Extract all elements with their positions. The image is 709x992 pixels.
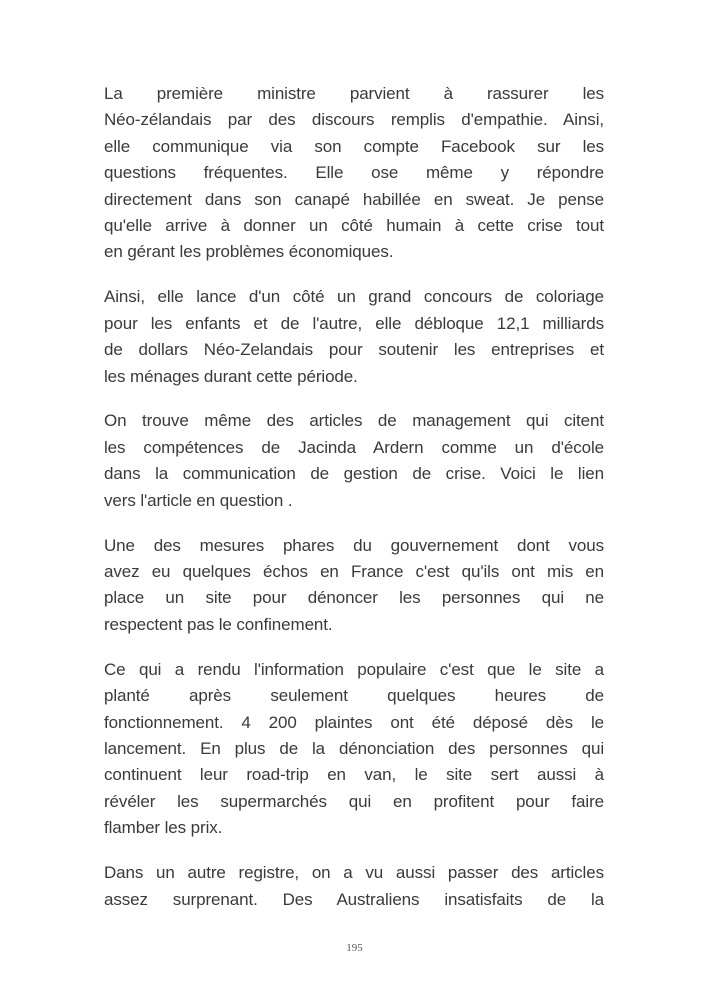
text-line: révéler les supermarchés qui en profitent pour faire xyxy=(104,791,604,811)
text-line: fonctionnement. 4 200 plaintes ont été déposé dès le xyxy=(104,712,604,732)
text-line: dans la communication de gestion de crise. Voici le lien xyxy=(104,464,604,484)
paragraph xyxy=(104,657,604,842)
text-line: Ainsi, elle lance d'un côté un grand concours de coloriage xyxy=(104,287,604,307)
text-line: pour les enfants et de l'autre, elle débloque 12,1 milliards xyxy=(104,313,604,333)
text-line: qu'elle arrive à donner un côté humain à cette crise tout xyxy=(104,215,604,235)
text-line: Néo-zélandais par des discours remplis d'empathie. Ainsi, xyxy=(104,110,604,130)
text-line: respectent pas le confinement. xyxy=(104,614,333,634)
text-line: lancement. En plus de la dénonciation des personnes qui xyxy=(104,738,604,758)
text-line: assez surprenant. Des Australiens insatisfaits de la xyxy=(104,889,604,909)
text-line: avez eu quelques échos en France c'est qu'ils ont mis en xyxy=(104,562,604,582)
text-line: directement dans son canapé habillée en sweat. Je pense xyxy=(104,189,604,209)
document-body xyxy=(104,81,604,932)
text-line: de dollars Néo-Zelandais pour soutenir les entreprises et xyxy=(104,340,604,360)
text-line: elle communique via son compte Facebook sur les xyxy=(104,136,604,156)
paragraph xyxy=(104,860,604,913)
text-line: les ménages durant cette période. xyxy=(104,366,358,386)
text-line: Dans un autre registre, on a vu aussi passer des articles xyxy=(104,863,604,883)
text-line: On trouve même des articles de management qui citent xyxy=(104,411,604,431)
text-line: flamber les prix. xyxy=(104,818,223,838)
paragraph xyxy=(104,533,604,639)
text-line: La première ministre parvient à rassurer les xyxy=(104,84,604,103)
paragraph xyxy=(104,408,604,514)
paragraph xyxy=(104,284,604,390)
text-line: continuent leur road-trip en van, le site sert aussi à xyxy=(104,765,604,785)
text-line: vers l'article en question . xyxy=(104,490,293,510)
page-number: 195 xyxy=(346,942,363,954)
text-line: les compétences de Jacinda Ardern comme un d'école xyxy=(104,437,604,457)
text-line: questions fréquentes. Elle ose même y répondre xyxy=(104,163,604,183)
paragraph xyxy=(104,81,604,266)
text-line: Une des mesures phares du gouvernement dont vous xyxy=(104,535,604,555)
text-line: en gérant les problèmes économiques. xyxy=(104,242,394,262)
text-line: planté après seulement quelques heures de xyxy=(104,686,604,706)
text-line: Ce qui a rendu l'information populaire c'est que le site a xyxy=(104,659,604,679)
text-line: place un site pour dénoncer les personnes qui ne xyxy=(104,588,604,608)
